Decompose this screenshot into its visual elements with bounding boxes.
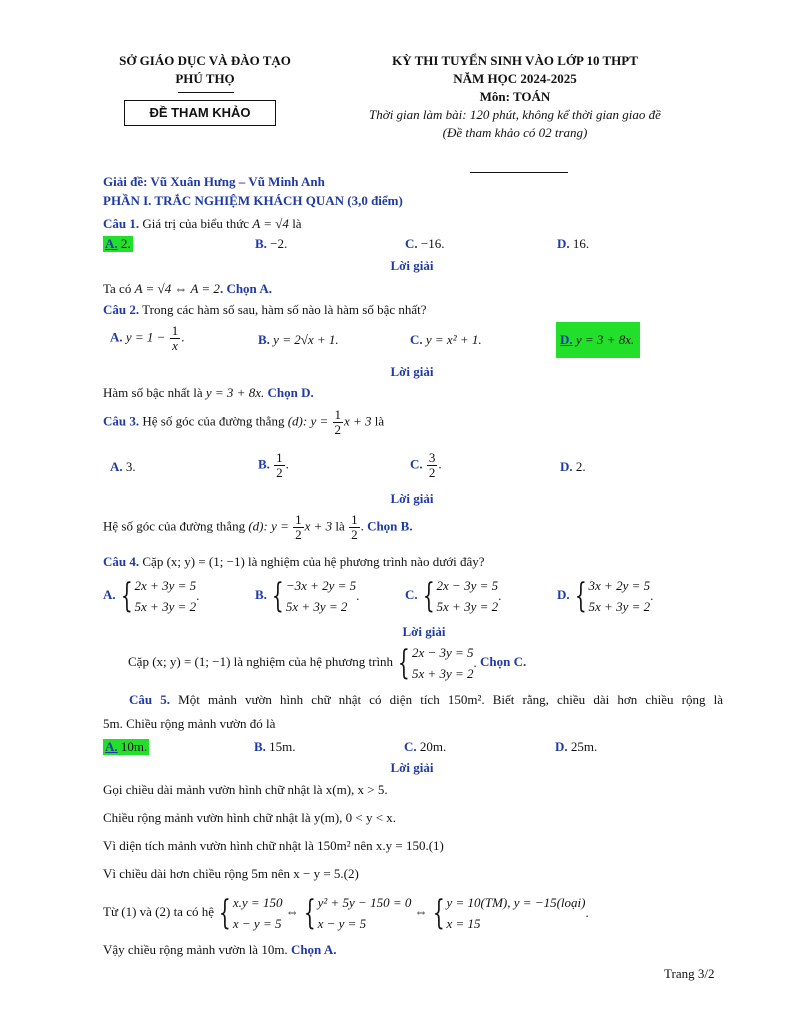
q5-option-a: A. 10m. bbox=[105, 739, 148, 754]
q4-option-a: A. { 2x + 3y = 5 5x + 3y = 2 . bbox=[103, 576, 200, 616]
org-block bbox=[100, 52, 310, 88]
q5-solution-line5: Từ (1) và (2) ta có hệ { x.y = 150 x − y = 5 ⇔ { y² + 5y − 150 = 0 x − y = 5 ⇔ { y = 10(TM), y = −15(loại) x = 15 . bbox=[103, 893, 589, 933]
q1-option-d: D. 16. bbox=[557, 236, 590, 251]
q1-option-a: A. 2. bbox=[105, 236, 131, 251]
exam-pages: (Đề tham khảo có 02 trang) bbox=[442, 125, 588, 140]
header-rule bbox=[178, 92, 234, 93]
exam-time: Thời gian làm bài: 120 phút, không kể thời gian giao đề bbox=[369, 107, 661, 122]
exam-year: NĂM HỌC 2024-2025 bbox=[453, 71, 577, 86]
q5-solution-line3: Vì diện tích mảnh vườn hình chữ nhật là 150m² nên x.y = 150.(1) bbox=[103, 838, 444, 853]
exam-rule bbox=[470, 172, 568, 173]
section-title: PHẦN I. TRẮC NGHIỆM KHÁCH QUAN (3,0 điểm) bbox=[103, 193, 403, 208]
q5-solution-line6: Vậy chiều rộng mảnh vườn là 10m. Chọn A. bbox=[103, 942, 337, 957]
exam-subject: Môn: TOÁN bbox=[479, 89, 551, 104]
q3-option-d: D. 2. bbox=[560, 459, 586, 474]
q4-option-b: B. { −3x + 2y = 5 5x + 3y = 2 . bbox=[255, 576, 360, 616]
q5-solution-line4: Vì chiều dài hơn chiều rộng 5m nên x − y = 5.(2) bbox=[103, 866, 359, 881]
q5-text-line2: 5m. Chiều rộng mảnh vườn đó là bbox=[103, 716, 276, 731]
badge: ĐỀ THAM KHẢO bbox=[124, 100, 276, 126]
q5-solution-line1: Gọi chiều dài mảnh vườn hình chữ nhật là x(m), x > 5. bbox=[103, 782, 388, 797]
q2-option-c: C. y = x² + 1. bbox=[410, 332, 482, 347]
q4-option-d: D. { 3x + 2y = 5 5x + 3y = 2 . bbox=[557, 576, 654, 616]
q4-solution-label: Lời giải bbox=[402, 624, 446, 639]
q4-text: Câu 4. Cặp (x; y) = (1; −1) là nghiệm của hệ phương trình nào dưới đây? bbox=[103, 554, 485, 569]
q3-solution: Hệ số góc của đường thẳng (d): y = $\frac{1}{2}$ x + 3 là $\frac{1}{2}$ . Chọn B. bbox=[103, 512, 413, 542]
q5-text-line1: Câu 5. Một mảnh vườn hình chữ nhật có diện tích 150m². Biết rằng, chiều dài hơn chiều rộng là bbox=[129, 692, 723, 707]
exam-title: KỲ THI TUYỂN SINH VÀO LỚP 10 THPT bbox=[392, 53, 638, 68]
q2-option-d: D. y = 3 + 8x. bbox=[556, 322, 640, 358]
q4-solution: Cặp (x; y) = (1; −1) là nghiệm của hệ phương trình { 2x − 3y = 5 5x + 3y = 2 . Chọn C. bbox=[128, 643, 527, 683]
q4-option-c: C. { 2x − 3y = 5 5x + 3y = 2 . bbox=[405, 576, 502, 616]
q3-option-a: A. 3. bbox=[110, 459, 136, 474]
page-number: Trang 3/2 bbox=[664, 966, 715, 981]
org-line1: SỞ GIÁO DỤC VÀ ĐÀO TẠO bbox=[119, 53, 291, 68]
q2-text: Câu 2. Trong các hàm số sau, hàm số nào là hàm số bậc nhất? bbox=[103, 302, 427, 317]
q5-solution-label: Lời giải bbox=[390, 760, 434, 775]
q1-option-b: B. −2. bbox=[255, 236, 288, 251]
q1-solution-label: Lời giải bbox=[390, 258, 434, 273]
q5-option-d: D. 25m. bbox=[555, 739, 598, 754]
q3-text: Câu 3. Hệ số góc của đường thẳng (d): y = $\frac{1}{2}$ x + 3 là bbox=[103, 407, 385, 437]
q1-text: Câu 1. Giá trị của biểu thức A = √4 là bbox=[103, 216, 302, 231]
q2-option-a: A. y = 1 − $\frac{1}{x}$ . bbox=[110, 323, 185, 353]
q3-option-b: B. $\frac{1}{2}$ . bbox=[258, 450, 289, 480]
q2-a-fraction: $\frac{1}{x}$ bbox=[171, 323, 179, 353]
org-line2: PHÚ THỌ bbox=[175, 71, 235, 86]
q3-option-c: C. $\frac{3}{2}$ . bbox=[410, 450, 442, 480]
q3-solution-label: Lời giải bbox=[390, 491, 434, 506]
q5-option-c: C. 20m. bbox=[404, 739, 447, 754]
q2-option-b: B. y = 2√x + 1. bbox=[258, 332, 339, 347]
exam-block bbox=[340, 52, 690, 142]
q5-option-b: B. 15m. bbox=[254, 739, 296, 754]
q1-option-c: C. −16. bbox=[405, 236, 445, 251]
q2-solution: Hàm số bậc nhất là y = 3 + 8x. Chọn D. bbox=[103, 385, 314, 400]
q1-solution: Ta có A = √4 ⇔ A = 2. Chọn A. bbox=[103, 281, 272, 296]
q5-solution-line2: Chiều rộng mảnh vườn hình chữ nhật là y(m), 0 < y < x. bbox=[103, 810, 397, 825]
authors: Giải đề: Vũ Xuân Hưng – Vũ Minh Anh bbox=[103, 174, 325, 189]
q2-solution-label: Lời giải bbox=[390, 364, 434, 379]
